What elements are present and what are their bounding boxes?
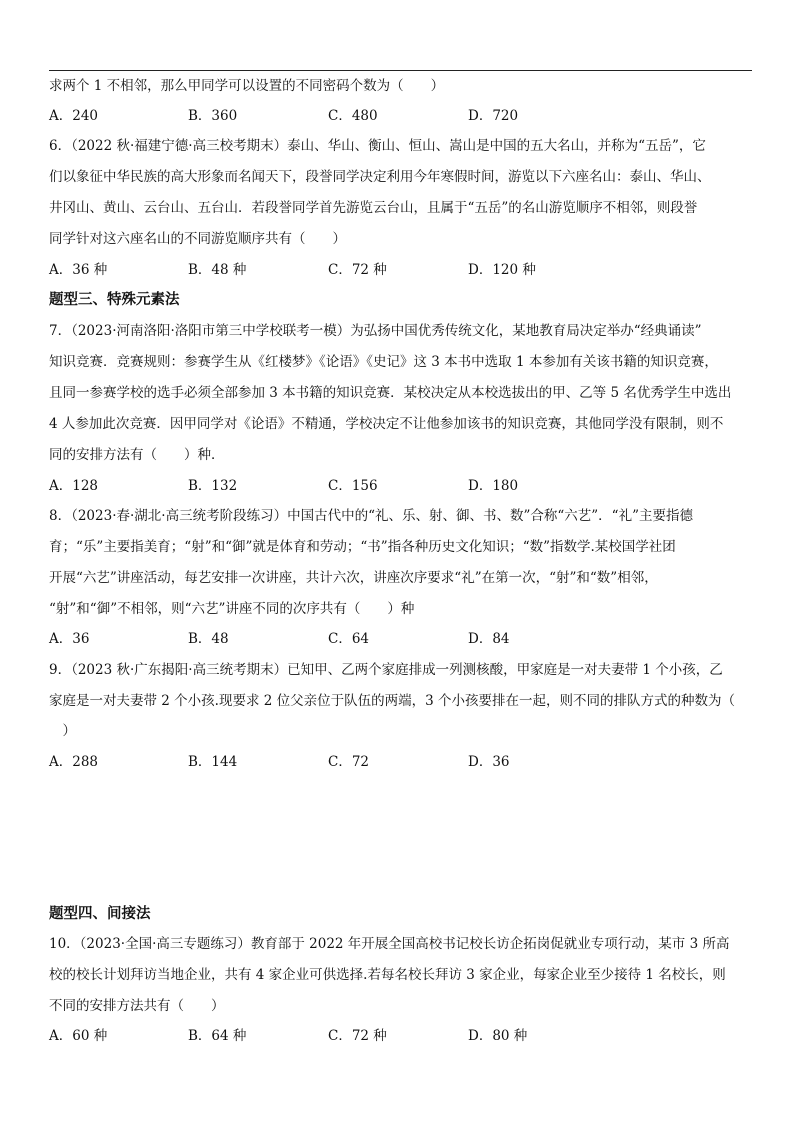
q7-option-a[interactable]: A．128 (49, 478, 99, 494)
q9-option-d[interactable]: D．36 (468, 754, 510, 770)
q7-line-1: 7．（2023·河南洛阳·洛阳市第三中学校联考一模）为弘扬中国优秀传统文化，某地教育局决定举办“经典诵读” (49, 323, 702, 339)
q8-line-3: 开展“六艺”讲座活动，每艺安排一次讲座，共计六次，讲座次序要求“礼”在第一次，“射”和“数”相邻， (49, 570, 658, 586)
q10-line-2: 校的校长计划拜访当地企业，共有 4 家企业可供选择.若每名校长拜访 3 家企业，每家企业至少接待 1 名校长，则 (49, 967, 726, 983)
q9-options (49, 752, 749, 772)
q9-option-c[interactable]: C．72 (328, 754, 370, 770)
q5-option-b[interactable]: B．360 (188, 108, 238, 124)
q8-options (49, 629, 749, 649)
q8-line-4: “射”和“御”不相邻，则“六艺”讲座不同的次序共有（ ）种 (49, 601, 415, 617)
q8-option-d[interactable]: D．84 (468, 631, 510, 647)
q5-option-a[interactable]: A．240 (49, 108, 99, 124)
q7-line-5: 同的安排方法有（ ）种． (49, 447, 225, 463)
q8-option-b[interactable]: B．48 (188, 631, 229, 647)
q10-option-b[interactable]: B．64 种 (188, 1028, 247, 1044)
q10-line-1: 10．（2023·全国·高三专题练习）教育部于 2022 年开展全国高校书记校长访企拓岗促就业专项行动，某市 3 所高 (49, 936, 730, 952)
q6-line-1: 6．（2022 秋·福建宁德·高三校考期末）泰山、华山、衡山、恒山、嵩山是中国的五大名山，并称为“五岳”，它 (49, 138, 706, 154)
q7-line-4: 4 人参加此次竞赛．因甲同学对《论语》不精通，学校决定不让他参加该书的知识竞赛，其他同学没有限制，则不 (49, 416, 724, 432)
q9-option-a[interactable]: A．288 (49, 754, 99, 770)
q7-options (49, 476, 749, 496)
section-4-title: 题型四、间接法 (49, 906, 151, 922)
q9-line-2: 家庭是一对夫妻带 2 个小孩.现要求 2 位父亲位于队伍的两端，3 个小孩要排在一起，则不同的排队方式的种数为（ (49, 693, 736, 709)
q10-option-d[interactable]: D．80 种 (468, 1028, 528, 1044)
q5-option-d[interactable]: D．720 (468, 108, 519, 124)
q9-line-3: ） (49, 723, 76, 739)
header-rule (49, 70, 752, 71)
q7-option-d[interactable]: D．180 (468, 478, 519, 494)
q6-option-c[interactable]: C．72 种 (328, 262, 387, 278)
q8-option-c[interactable]: C．64 (328, 631, 370, 647)
q6-options (49, 260, 749, 280)
q10-option-c[interactable]: C．72 种 (328, 1028, 387, 1044)
q6-line-2: 们以象征中华民族的高大形象而名闻天下，段誉同学决定利用今年寒假时间，游览以下六座名山：泰山、华山、 (49, 169, 711, 185)
q10-option-a[interactable]: A．60 种 (49, 1028, 108, 1044)
q10-options (49, 1026, 749, 1046)
q9-option-b[interactable]: B．144 (188, 754, 238, 770)
q5-options (49, 106, 749, 126)
q6-option-d[interactable]: D．120 种 (468, 262, 536, 278)
q6-option-a[interactable]: A．36 种 (49, 262, 108, 278)
q7-line-3: 且同一参赛学校的选手必须全部参加 3 本书籍的知识竞赛．某校决定从本校选拔出的甲、乙等 5 名优秀学生中选出 (49, 385, 732, 401)
q7-line-2: 知识竞赛．竞赛规则：参赛学生从《红楼梦》《论语》《史记》这 3 本书中选取 1 本参加有关该书籍的知识竞赛， (49, 354, 718, 370)
q8-option-a[interactable]: A．36 (49, 631, 90, 647)
q6-option-b[interactable]: B．48 种 (188, 262, 247, 278)
q7-option-c[interactable]: C．156 (328, 478, 378, 494)
q7-option-b[interactable]: B．132 (188, 478, 238, 494)
q9-line-1: 9．（2023 秋·广东揭阳·高三统考期末）已知甲、乙两个家庭排成一列测核酸，甲家庭是一对夫妻带 1 个小孩，乙 (49, 662, 723, 678)
section-3-title: 题型三、特殊元素法 (49, 292, 180, 308)
q8-line-2: 育；“乐”主要指美育；“射”和“御”就是体育和劳动；“书”指各种历史文化知识；“数”指数学.某校国学社团 (49, 539, 676, 555)
q6-line-3: 井冈山、黄山、云台山、五台山．若段誉同学首先游览云台山，且属于“五岳”的名山游览顺序不相邻，则段誉 (49, 200, 698, 216)
q6-line-4: 同学针对这六座名山的不同游览顺序共有（ ） (49, 231, 346, 247)
q10-line-3: 不同的安排方法共有（ ） (49, 998, 225, 1014)
q5-option-c[interactable]: C．480 (328, 108, 378, 124)
q5-tail: 求两个 1 不相邻，那么甲同学可以设置的不同密码个数为（ ） (49, 78, 445, 94)
q8-line-1: 8．（2023·春·湖北·高三统考阶段练习）中国古代中的“礼、乐、射、御、书、数”合称“六艺”．“礼”主要指德 (49, 508, 693, 524)
